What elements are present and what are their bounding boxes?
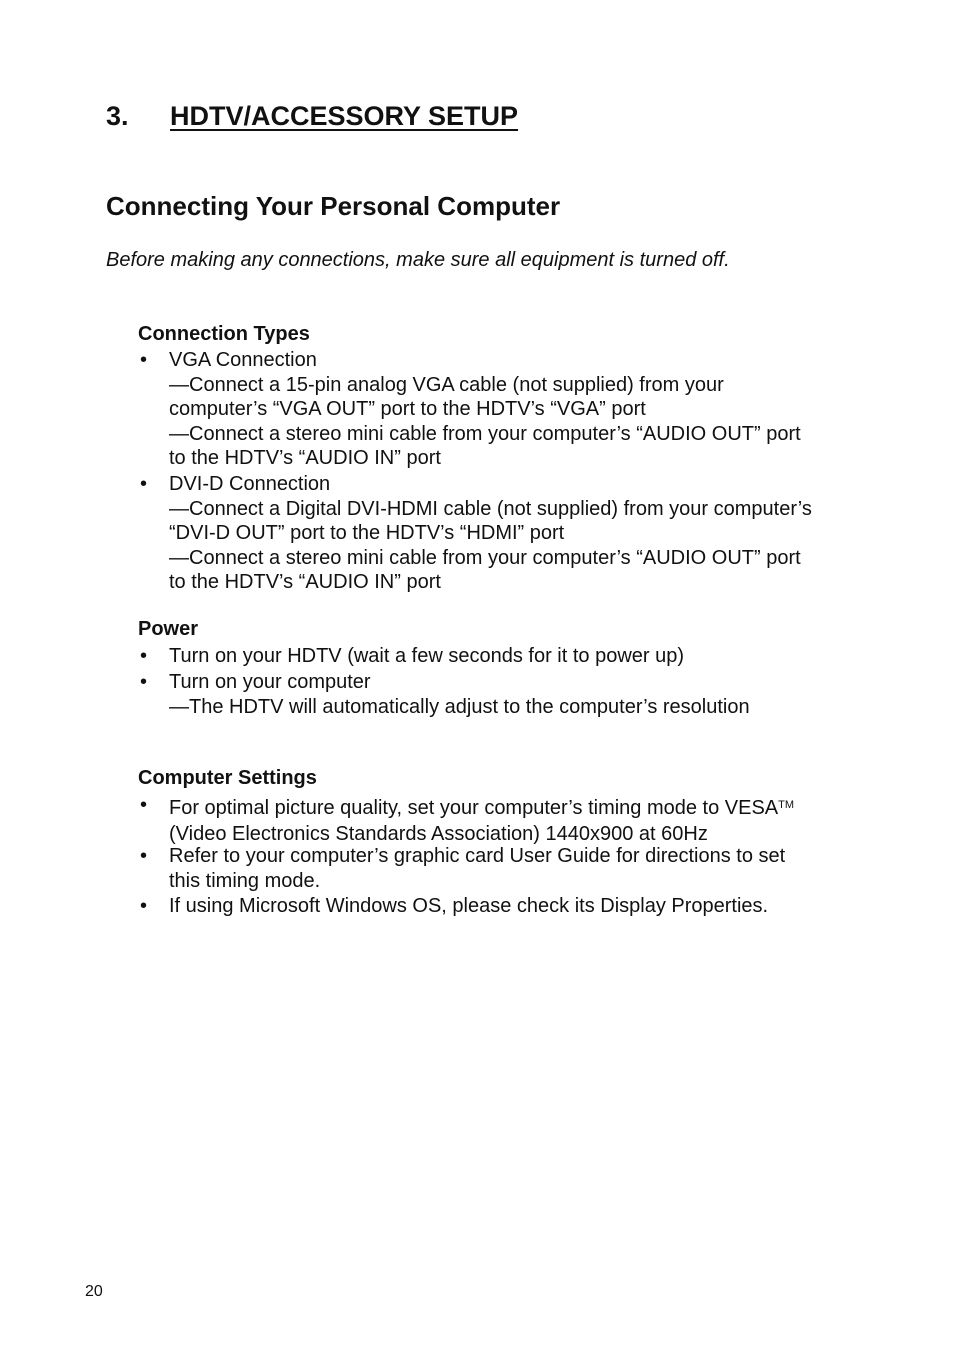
list-item-line: If using Microsoft Windows OS, please check its Display Properties. [169,895,769,917]
trademark-symbol: TM [778,799,795,811]
list-item-line: to the HDTV’s “AUDIO IN” port [169,447,441,469]
bullet-icon: • [140,473,148,495]
timing-mode-text: For optimal picture quality, set your computer’s timing mode to VESA [169,797,779,819]
list-item-line: computer’s “VGA OUT” port to the HDTV’s “VGA” port [169,398,646,420]
list-item-text [169,793,794,846]
bullet-icon: • [140,349,148,371]
list-item-line: Turn on your HDTV (wait a few seconds for it to power up) [169,645,685,667]
section-title: Connecting Your Personal Computer [106,191,561,221]
list-item-line: —Connect a 15-pin analog VGA cable (not supplied) from your [169,373,724,396]
chapter-heading [106,101,518,132]
list-item-line: Turn on your computer [169,671,371,693]
list-item-line: DVI-D Connection [169,473,331,495]
list-item-line: “DVI-D OUT” port to the HDTV’s “HDMI” port [169,522,565,544]
warning-note: Before making any connections, make sure all equipment is turned off. [106,249,730,271]
list-item-line: —Connect a stereo mini cable from your computer’s “AUDIO OUT” port [169,546,801,569]
bullet-icon: • [140,895,148,917]
list-item-text [169,894,768,919]
bullet-icon: • [140,794,148,816]
list-item-line: Refer to your computer’s graphic card User Guide for directions to set [169,845,786,867]
list-item-line: to the HDTV’s “AUDIO IN” port [169,571,441,593]
list-item-line: —The HDTV will automatically adjust to the computer’s resolution [169,695,750,718]
list-item-line [169,793,794,821]
chapter-number: 3. [106,101,129,131]
list-item-line: this timing mode. [169,869,321,892]
list-item-text [169,844,785,893]
list-item-line: —Connect a Digital DVI-HDMI cable (not supplied) from your computer’s [169,497,812,520]
list-item-text [169,348,801,471]
list-item-line: VGA Connection [169,349,317,371]
list-item-line: (Video Electronics Standards Association) 1440x900 at 60Hz [169,822,708,845]
chapter-title: HDTV/ACCESSORY SETUP [170,101,519,131]
bullet-icon: • [140,645,148,667]
bullet-icon: • [140,671,148,693]
list-item-text [169,472,812,595]
power-heading: Power [138,618,199,640]
list-item-line: —Connect a stereo mini cable from your computer’s “AUDIO OUT” port [169,422,801,445]
page-number: 20 [85,1283,103,1300]
bullet-icon: • [140,845,148,867]
connection-types-heading: Connection Types [138,323,310,345]
list-item-text [169,644,684,669]
list-item-text [169,670,750,719]
computer-settings-heading: Computer Settings [138,767,317,789]
